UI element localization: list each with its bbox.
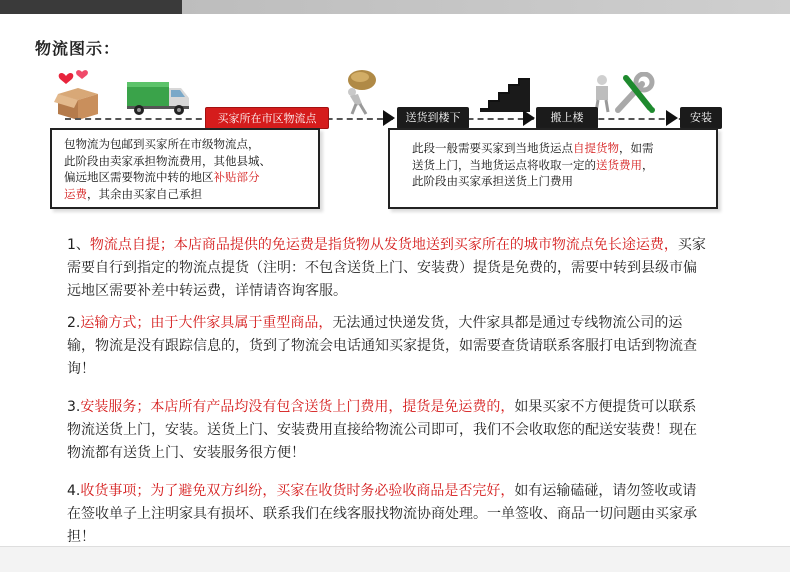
panel-left-line3-highlight: 补贴部分: [213, 170, 260, 184]
flow-step-install: 安装: [680, 107, 722, 129]
panel-right-line3: 此阶段由买家承担送货上门费用: [412, 174, 573, 188]
note-install: [67, 396, 707, 465]
flow-step-carry-upstairs: 搬上楼: [536, 107, 598, 129]
bottom-decor-strip: [0, 546, 790, 572]
panel-buyer-delivery: [388, 128, 718, 209]
stairs-icon: [478, 78, 532, 112]
note-receiving: [67, 480, 707, 549]
note-receiving-number: 4.: [67, 483, 81, 499]
note-install-text: 如果买家不方便提货可以联系物流送货上门，安装。送货上门、安装费用直接给物流公司即可，我们不会收取您的配送安装费！现在物流都有送货上门、安装服务很方便！: [67, 399, 697, 461]
panel-right-line1-highlight: 自提货物: [573, 141, 619, 155]
panel-left-line4: [64, 186, 316, 203]
panel-seller-shipping: [50, 128, 320, 209]
panel-left-line1: 包物流为包邮到买家所在市级物流点，: [64, 137, 260, 151]
panel-left-line4-highlight: 运费: [64, 186, 87, 201]
wrench-tools-icon: [612, 72, 658, 114]
note-transport-number: 2.: [67, 315, 81, 331]
top-decor-bar-dark: [0, 0, 182, 14]
flow-step-city-logistics: 买家所在市区物流点: [205, 107, 329, 129]
note-pickup-text: 买家需要自行到指定的物流点提货（注明：不包含送货上门、安装费）提货是免费的，需要中转到县级市偏远地区需要补差中转运费，详情请咨询客服。: [67, 237, 706, 299]
panel-left-line4-text: ，其余由买家自己承担: [87, 186, 202, 201]
note-pickup-highlight: 物流点自提；本店商品提供的免运费是指货物从发货地送到买家所在的城市物流点免长途运费，: [89, 237, 678, 253]
panel-left-line2: 此阶段由卖家承担物流费用，其他县城、: [64, 153, 271, 168]
panel-right-line1: [412, 140, 712, 157]
panel-right-line2: [412, 157, 712, 174]
note-receiving-highlight: 收货事项；为了避免双方纠纷，买家在收货时务必验收商品是否完好，: [80, 483, 515, 499]
panel-left-line3: [64, 169, 316, 186]
arrow-right-icon: [523, 110, 535, 126]
panel-right-line2-tail: ，: [642, 157, 654, 172]
note-transport: [67, 312, 707, 381]
note-transport-text: 无法通过快递发货，大件家具都是通过专线物流公司的运输，物流是没有跟踪信息的，货到了物流会电话通知买家提货，如需要查货请联系客服打电话到物流查询！: [67, 315, 697, 377]
note-pickup-number: 1、: [67, 237, 90, 253]
panel-right-line2-highlight: 送货费用: [596, 157, 642, 172]
panel-right-line1-text: 此段一般需要买家到当地货运点: [412, 141, 573, 155]
panel-right-line2-text: 送货上门，当地货运点将收取一定的: [412, 157, 596, 172]
arrow-right-icon: [666, 110, 678, 126]
flow-step-deliver-downstairs: 送货到楼下: [397, 107, 469, 129]
worker-carrying-icon: [340, 68, 382, 116]
note-install-highlight: 安装服务；本店所有产品均没有包含送货上门费用，提货是免运费的，: [80, 399, 515, 415]
section-title: 物流图示：: [35, 39, 121, 58]
panel-right-line1-tail: ，如需: [619, 141, 654, 155]
delivery-truck-icon: [125, 80, 193, 116]
panel-left-line3-text: 偏远地区需要物流中转的地区: [64, 170, 214, 184]
note-pickup: [67, 234, 707, 303]
note-receiving-text: 如有运输磕碰，请勿签收或请在签收单子上注明家具有损坏、联系我们在线客服找物流协商处理。一单签收、商品一切问题由买家承担！: [67, 483, 697, 545]
note-install-number: 3.: [67, 399, 81, 415]
arrow-right-icon: [383, 110, 395, 126]
gift-box-icon: [52, 70, 102, 122]
note-transport-highlight: 运输方式；由于大件家具属于重型商品，: [80, 315, 333, 331]
